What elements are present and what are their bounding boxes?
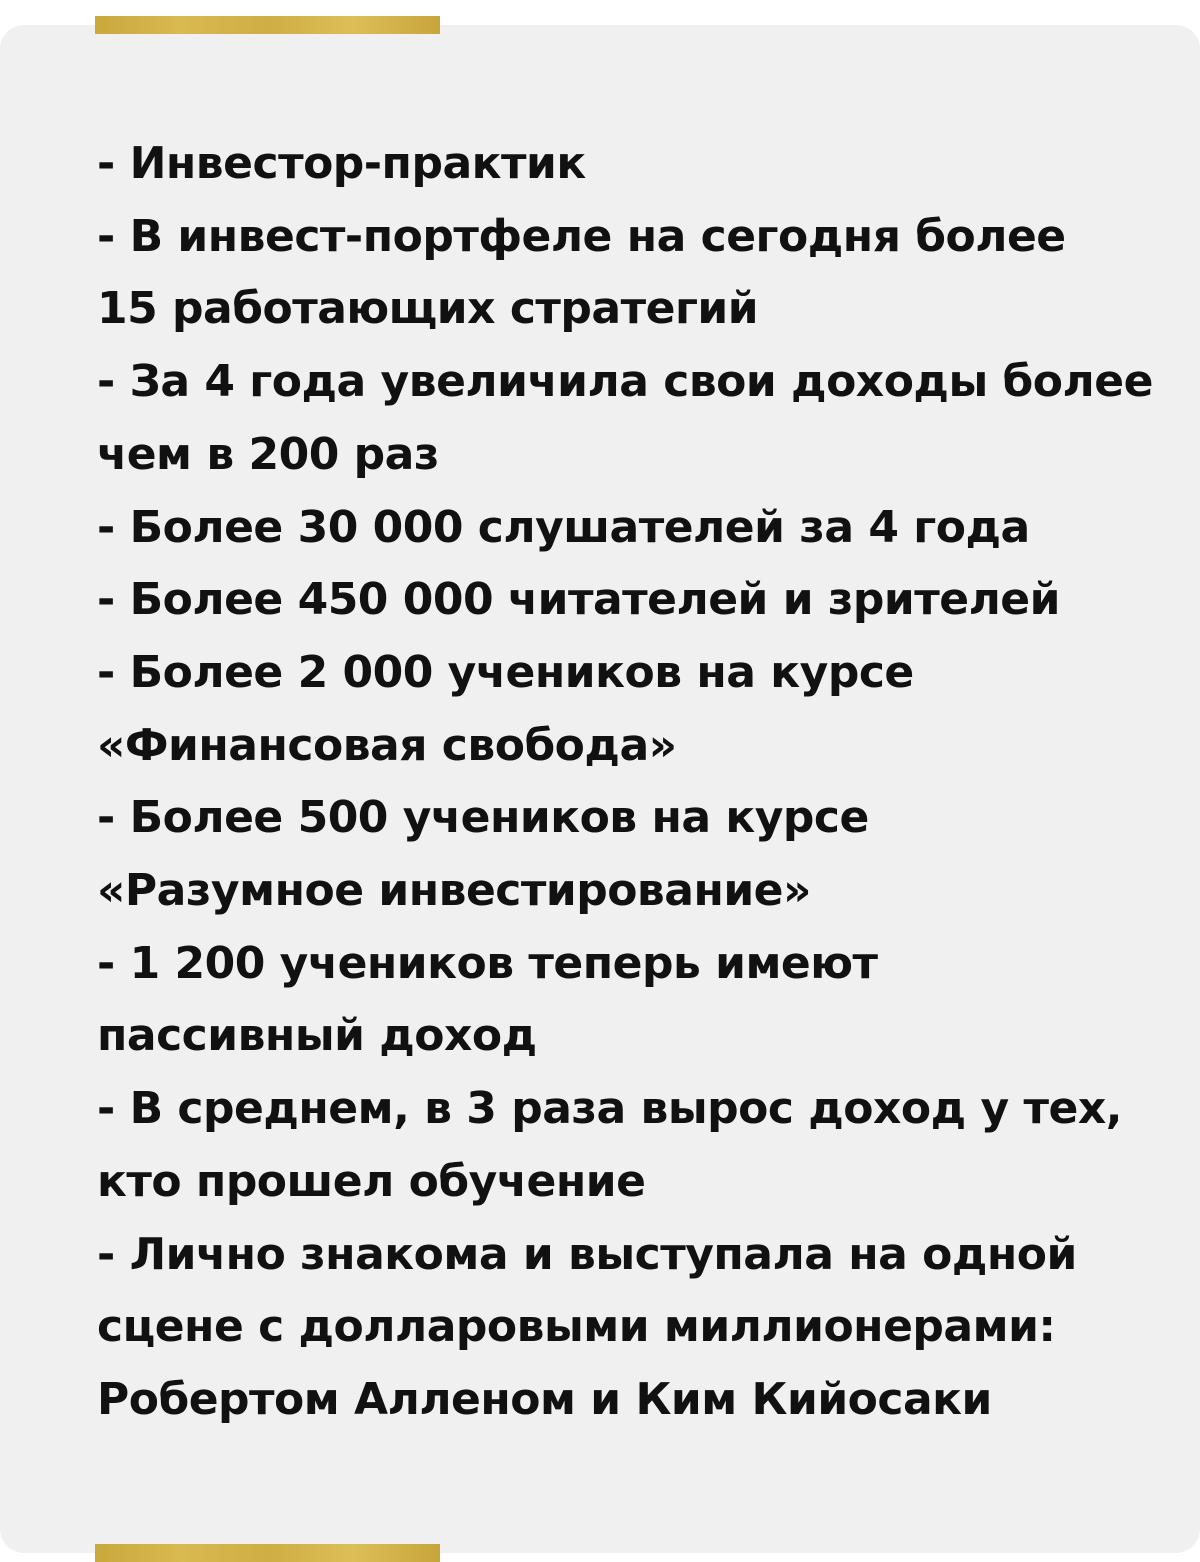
achievements-list: [97, 128, 1157, 1437]
list-line: 15 работающих стратегий: [97, 283, 759, 335]
list-line: «Финансовая свобода»: [97, 719, 677, 771]
list-line: кто прошел обучение: [97, 1155, 646, 1207]
list-line: - Более 30 000 слушателей за 4 года: [97, 501, 1030, 553]
bottom-gold-bar: [95, 1544, 440, 1562]
list-line: - Более 450 000 читателей и зрителей: [97, 574, 1060, 626]
list-line: - Более 500 учеников на курсе: [97, 792, 869, 844]
list-line: Робертом Алленом и Ким Кийосаки: [97, 1373, 992, 1425]
list-line: «Разумное инвестирование»: [97, 865, 811, 917]
list-line: - В инвест-портфеле на сегодня более: [97, 210, 1066, 262]
top-gold-bar: [95, 16, 440, 34]
list-line: чем в 200 раз: [97, 428, 439, 480]
list-line: - Более 2 000 учеников на курсе: [97, 646, 914, 698]
list-line: - Инвестор-практик: [97, 138, 586, 189]
list-line: сцене с долларовыми миллионерами:: [97, 1301, 1056, 1353]
list-line: - За 4 года увеличила свои доходы более: [97, 356, 1153, 408]
list-line: - 1 200 учеников теперь имеют: [97, 937, 878, 989]
list-line: пассивный доход: [97, 1010, 537, 1062]
list-line: - В среднем, в 3 раза вырос доход у тех,: [97, 1083, 1122, 1135]
list-line: - Лично знакома и выступала на одной: [97, 1228, 1077, 1280]
